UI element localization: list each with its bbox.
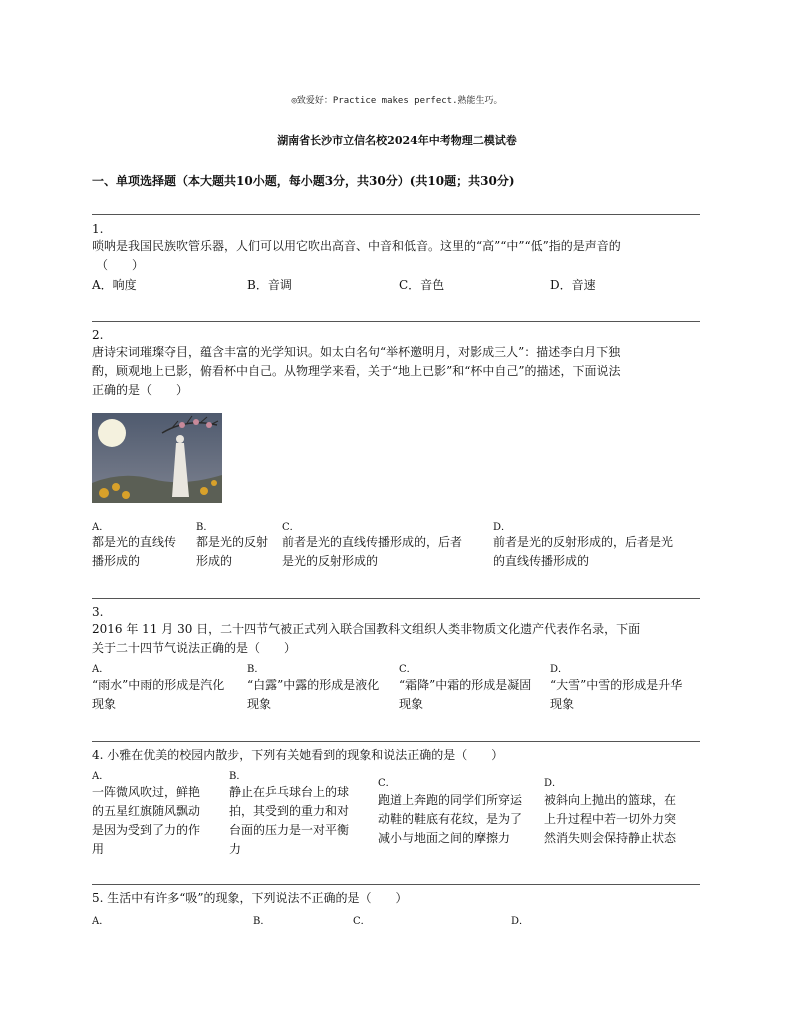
motto-line: ◎致爱好：Practice makes perfect.熟能生巧。 — [291, 96, 503, 106]
question-stem: 酌，顾观地上已影，俯看杯中自己。从物理学来看，关于“地上已影”和“杯中自己”的描述，下面说法 — [92, 364, 621, 378]
option-d[interactable]: 被斜向上抛出的篮球，在 — [544, 793, 677, 807]
option-a[interactable]: 都是光的直线传 — [92, 535, 177, 549]
question-number: 1. — [92, 222, 104, 236]
option-c[interactable]: 跑道上奔跑的同学们所穿运 — [378, 793, 523, 807]
option-c-label: C． — [399, 664, 417, 675]
question-stem: 4. 小雅在优美的校园内散步，下列有关她看到的现象和说法正确的是（ ） — [92, 748, 504, 762]
option-a[interactable]: 播形成的 — [92, 554, 141, 568]
option-d[interactable]: 上升过程中若一切外力突 — [544, 812, 677, 826]
option-b-label: B． — [229, 771, 247, 782]
divider — [92, 598, 700, 599]
option-a[interactable]: “雨水”中雨的形成是汽化 — [92, 678, 225, 692]
option-c[interactable]: C．音色 — [399, 278, 445, 292]
option-c-label: C． — [378, 778, 396, 789]
question-stem: 唐诗宋词璀璨夺目，蕴含丰富的光学知识。如太白名句“举杯邀明月，对影成三人”：描述李白月下独 — [92, 345, 621, 359]
option-c[interactable]: 动鞋的鞋底有花纹，是为了 — [378, 812, 523, 826]
question-stem: 5. 生活中有许多“吸”的现象，下列说法不正确的是（ ） — [92, 891, 408, 905]
section-heading: 一、单项选择题（本大题共10小题，每小题3分，共30分）(共10题；共30分) — [92, 174, 515, 188]
option-a-label: A． — [92, 771, 110, 782]
question-number: 3. — [92, 605, 104, 619]
option-a[interactable]: 一阵微风吹过，鲜艳 — [92, 785, 201, 799]
option-a[interactable]: A．响度 — [92, 278, 137, 292]
option-c-label: C． — [282, 522, 300, 533]
option-d[interactable]: 的直线传播形成的 — [493, 554, 590, 568]
divider — [92, 884, 700, 885]
option-b[interactable]: 力 — [229, 842, 242, 856]
option-c[interactable]: 是光的反射形成的 — [282, 554, 379, 568]
option-b[interactable]: 拍，其受到的重力和对 — [229, 804, 350, 818]
option-b[interactable]: B． — [253, 916, 271, 927]
option-a[interactable]: 现象 — [92, 697, 117, 711]
option-c[interactable]: 前者是光的直线传播形成的，后者 — [282, 535, 463, 549]
option-d[interactable]: 然消失则会保持静止状态 — [544, 831, 677, 845]
question-stem: 关于二十四节气说法正确的是（ ） — [92, 641, 297, 655]
option-a[interactable]: 用 — [92, 842, 105, 856]
option-d-label: D． — [550, 664, 569, 675]
option-b[interactable]: 现象 — [247, 697, 272, 711]
option-c[interactable]: 减小与地面之间的摩擦力 — [378, 831, 511, 845]
question-stem: 2016 年 11 月 30 日，二十四节气被正式列入联合国教科文组织人类非物质文化遗产代表作名录，下面 — [92, 622, 641, 636]
option-d[interactable]: 前者是光的反射形成的，后者是光 — [493, 535, 674, 549]
option-d[interactable]: D． — [511, 916, 530, 927]
option-a-label: A． — [92, 664, 110, 675]
question-number: 2. — [92, 328, 104, 342]
option-b[interactable]: “白露”中露的形成是液化 — [247, 678, 380, 692]
divider — [92, 214, 700, 215]
question-stem: 正确的是（ ） — [92, 383, 189, 397]
moonlight-poet-image — [92, 413, 222, 503]
divider — [92, 741, 700, 742]
option-a[interactable]: 的五星红旗随风飘动 — [92, 804, 201, 818]
option-d[interactable]: D．音速 — [550, 278, 596, 292]
option-d[interactable]: 现象 — [550, 697, 575, 711]
option-d[interactable]: “大雪”中雪的形成是升华 — [550, 678, 683, 692]
option-b[interactable]: 形成的 — [196, 554, 233, 568]
option-a-label: A． — [92, 522, 110, 533]
question-stem: （ ） — [96, 258, 145, 272]
option-d-label: D． — [493, 522, 512, 533]
divider — [92, 321, 700, 322]
option-a[interactable]: 是因为受到了力的作 — [92, 823, 201, 837]
option-a[interactable]: A． — [92, 916, 110, 927]
option-b[interactable]: 静止在乒乓球台上的球 — [229, 785, 350, 799]
exam-title: 湖南省长沙市立信名校2024年中考物理二模试卷 — [277, 134, 517, 147]
option-b-label: B． — [196, 522, 214, 533]
option-c[interactable]: 现象 — [399, 697, 424, 711]
option-b[interactable]: B．音调 — [247, 278, 292, 292]
option-b[interactable]: 都是光的反射 — [196, 535, 269, 549]
question-stem: 唢呐是我国民族吹管乐器，人们可以用它吹出高音、中音和低音。这里的“高”“中”“低”指的是声音的 — [92, 239, 621, 253]
option-b[interactable]: 台面的压力是一对平衡 — [229, 823, 350, 837]
option-d-label: D． — [544, 778, 563, 789]
option-c[interactable]: C． — [353, 916, 371, 927]
option-b-label: B． — [247, 664, 265, 675]
option-c[interactable]: “霜降”中霜的形成是凝固 — [399, 678, 532, 692]
